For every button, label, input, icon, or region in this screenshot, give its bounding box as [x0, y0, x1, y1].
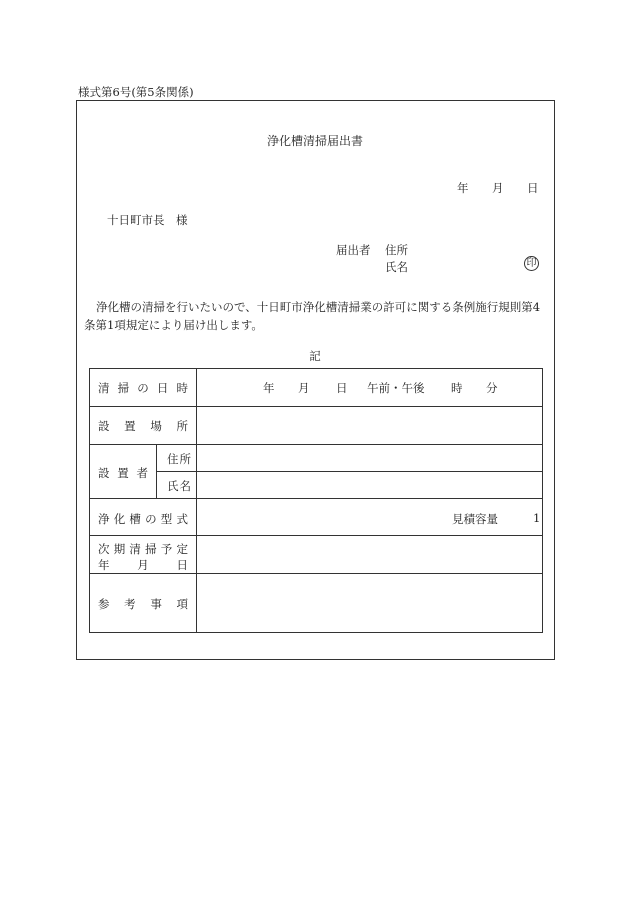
tank-type-label: 浄 化 槽 の 型 式	[98, 512, 188, 526]
location-input[interactable]	[197, 407, 542, 444]
header-date-month: 月	[492, 181, 504, 195]
addressee: 十日町市長 様	[107, 213, 188, 227]
installer-address-label: 住 所	[167, 452, 191, 466]
next-cleaning-input[interactable]	[197, 536, 542, 573]
datetime-input[interactable]	[197, 369, 542, 406]
installer-address-input[interactable]	[197, 445, 542, 471]
estimated-capacity-value: 1	[533, 511, 541, 525]
header-date-day: 日	[527, 181, 539, 195]
form-number-label: 様式第6号(第5条関係)	[78, 85, 194, 99]
document-title: 浄化槽清掃届出書	[266, 134, 363, 148]
body-text: 浄化槽の清掃を行いたいので、十日町市浄化槽清掃業の許可に関する条例施行規則第4条第1項規定により届け出します。	[84, 300, 541, 332]
datetime-label: 清 掃 の 日 時	[98, 381, 188, 395]
remarks-input[interactable]	[197, 574, 542, 632]
installer-label: 設 置 者	[98, 466, 148, 480]
seal-mark: 印	[524, 256, 539, 271]
installer-name-input[interactable]	[197, 472, 542, 498]
datetime-month: 月	[298, 381, 310, 395]
submitter-name-label: 氏名	[385, 260, 408, 274]
datetime-day: 日	[336, 381, 348, 395]
installer-name-label: 氏 名	[167, 479, 191, 493]
location-label: 設 置 場 所	[98, 419, 188, 433]
datetime-ampm: 午前・午後	[367, 381, 425, 395]
estimated-capacity-label: 見積容量	[452, 512, 498, 526]
ki-heading: 記	[309, 349, 321, 363]
datetime-year: 年	[263, 381, 275, 395]
header-date-year: 年	[457, 181, 469, 195]
submitter-label: 届出者	[336, 243, 371, 257]
submitter-address-label: 住所	[385, 243, 408, 257]
next-cleaning-label: 次 期 清 掃 予 定	[98, 542, 188, 556]
notification-table	[89, 368, 543, 633]
next-cleaning-date-label: 年 月 日	[98, 558, 188, 572]
remarks-label: 参 考 事 項	[98, 597, 188, 611]
datetime-hour: 時	[451, 381, 463, 395]
datetime-minute: 分	[486, 381, 498, 395]
tank-type-input[interactable]	[197, 499, 437, 535]
